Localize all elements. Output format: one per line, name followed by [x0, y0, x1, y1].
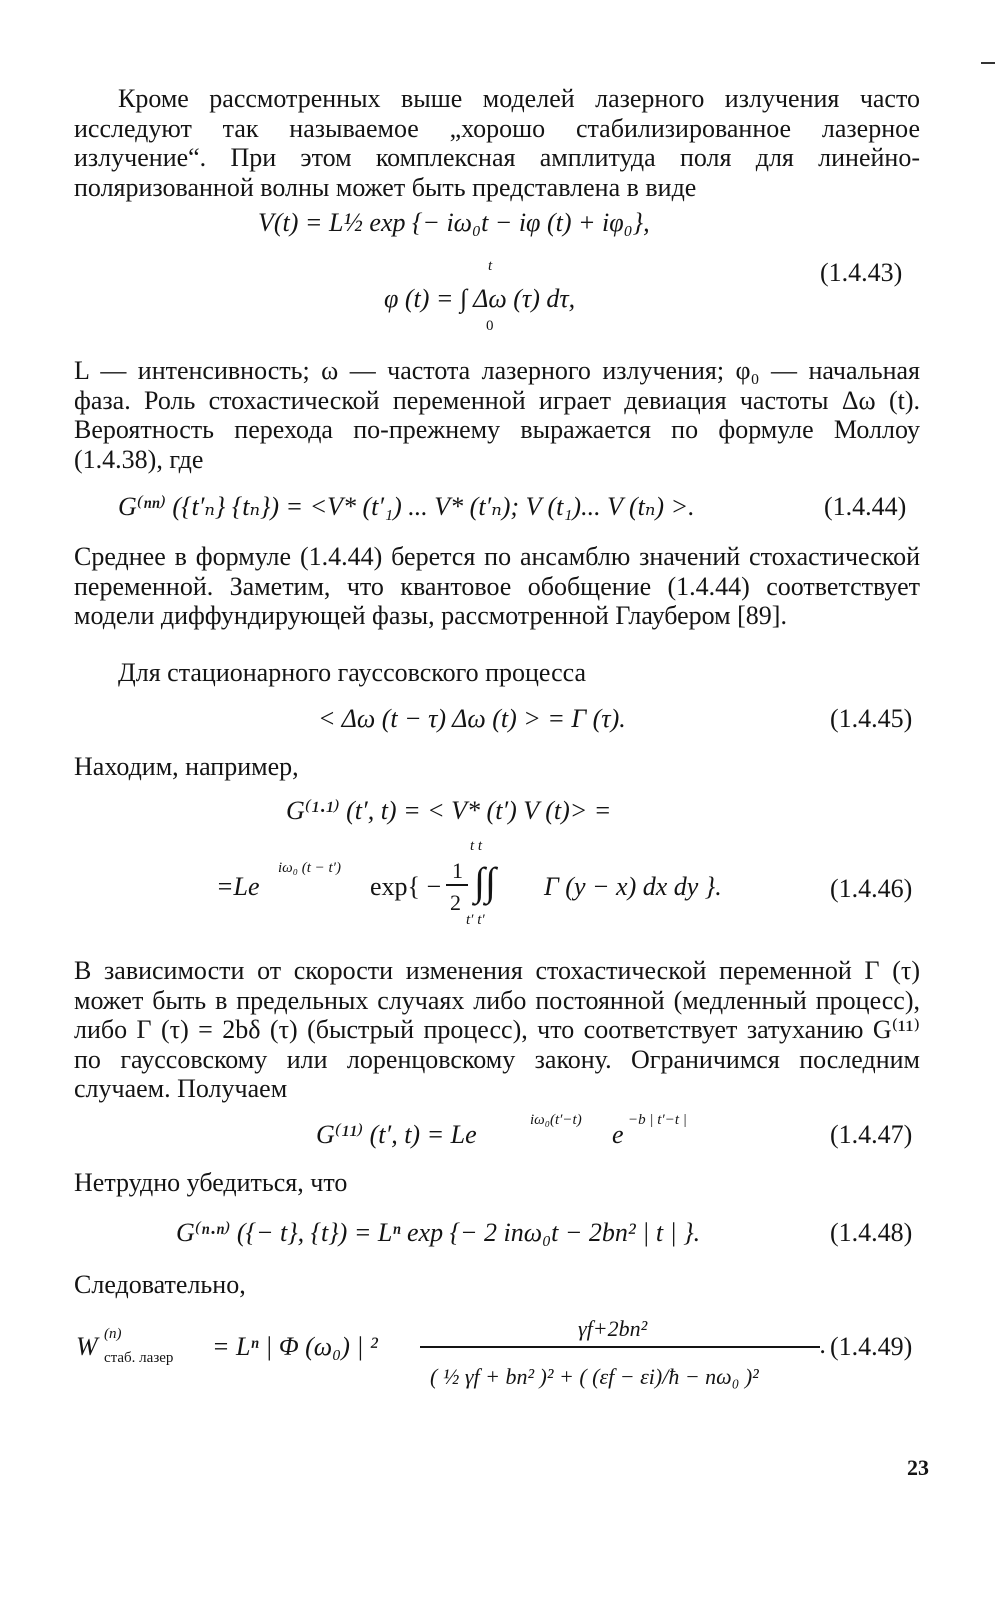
- equation-1-4-46-exp: exp{ −: [370, 872, 442, 901]
- equation-1-4-49-lhs: W: [76, 1332, 98, 1361]
- equation-1-4-46-integrand: Γ (y − x) dx dy }.: [544, 872, 722, 901]
- edge-mark: [981, 62, 995, 64]
- paragraph-find: Находим, например,: [74, 752, 299, 781]
- equation-1-4-48: G⁽ⁿ·ⁿ⁾ ({− t}, {t}) = Lⁿ exp {− 2 inω₀t − 2bn² | t | }.: [176, 1218, 701, 1247]
- fraction-numerator: 1: [452, 858, 463, 883]
- paragraph-intensity: L — интенсивность; ω — частота лазерного излучения; φ₀ — начальная фаза. Роль стохастической переменной играет девиация частоты Δω (t). Вероятность перехода по-прежнему выражается по формуле Моллоу (1.4.38), где: [74, 356, 920, 474]
- paragraph-intro: Кроме рассмотренных выше моделей лазерного излучения часто исследуют так называемое „хорошо стабилизированное лазерное излучение“. При этом комплексная амплитуда поля для линейно-поляризованной волны может быть представлена в виде: [74, 84, 920, 202]
- equation-1-4-44: G⁽ⁿⁿ⁾ ({t′ₙ} {tₙ}) = <V* (t′₁) ... V* (t′ₙ); V (t₁)... V (tₙ) >.: [118, 492, 695, 521]
- double-integral-upper-limits: t t: [470, 838, 483, 854]
- equation-number-1-4-48: (1.4.48): [830, 1218, 913, 1247]
- equation-1-4-49-lhs-sup: (n): [104, 1326, 122, 1342]
- equation-number-1-4-44: (1.4.44): [824, 492, 907, 521]
- paragraph-stationary: Для стационарного гауссовского процесса: [118, 658, 587, 687]
- equation-1-4-49-numerator: γf+2bn²: [578, 1316, 648, 1341]
- paragraph-easy: Нетрудно убедиться, что: [74, 1168, 348, 1197]
- equation-1-4-47-exponent-2: −b | t′−t |: [628, 1112, 687, 1128]
- equation-number-1-4-49: (1.4.49): [830, 1332, 913, 1361]
- paragraph-dependence: В зависимости от скорости изменения стохастической переменной Γ (τ) может быть в предельных случаях либо постоянной (медленный процесс), либо Γ (τ) = 2bδ (τ) (быстрый процесс), что соответствует затуханию G⁽¹¹⁾ по гауссовскому или лоренцовскому закону. Ограничимся последним случаем. Получаем: [74, 956, 920, 1103]
- page-number: 23: [907, 1455, 929, 1480]
- equation-1-4-47-exponent: iω₀(t′−t): [530, 1112, 582, 1128]
- double-integral-lower-limits: t′ t′: [466, 912, 485, 928]
- equation-1-4-46-prefix: =Le: [216, 872, 260, 901]
- equation-1-4-43-a: V(t) = L½ exp {− iω₀t − iφ (t) + iφ₀},: [258, 208, 650, 237]
- equation-1-4-46-exponent: iω₀ (t − t′): [278, 860, 341, 876]
- equation-1-4-49-lhs-sub: стаб. лазер: [104, 1350, 174, 1366]
- fraction-denominator: 2: [450, 890, 461, 915]
- equation-1-4-43-b: φ (t) = ∫ Δω (τ) dτ,: [384, 284, 576, 313]
- equation-number-1-4-45: (1.4.45): [830, 704, 913, 733]
- equation-1-4-49-denominator: ( ½ γf + bn² )² + ( (εf − εi)/ħ − nω₀ )²: [430, 1364, 759, 1389]
- equation-1-4-45: < Δω (t − τ) Δω (t) > = Γ (τ).: [318, 704, 626, 733]
- integral-lower-limit: 0: [486, 318, 494, 334]
- fraction-bar: [446, 884, 468, 886]
- equation-1-4-49-mid: = Lⁿ | Φ (ω₀) | ²: [212, 1332, 378, 1361]
- equation-1-4-49-period: .: [820, 1330, 827, 1359]
- equation-number-1-4-47: (1.4.47): [830, 1120, 913, 1149]
- equation-1-4-49-fraction-bar: [420, 1346, 820, 1348]
- equation-1-4-47: G⁽¹¹⁾ (t′, t) = Le: [316, 1120, 477, 1149]
- integral-upper-limit: t: [488, 258, 493, 274]
- integral-sign: ∫∫: [474, 859, 496, 904]
- equation-1-4-46-a: G⁽¹·¹⁾ (t′, t) = < V* (t′) V (t)> =: [286, 796, 612, 825]
- equation-1-4-47-e: e: [612, 1120, 624, 1149]
- equation-number-1-4-46: (1.4.46): [830, 874, 913, 903]
- equation-number-1-4-43: (1.4.43): [820, 258, 903, 287]
- paragraph-average: Среднее в формуле (1.4.44) берется по ансамблю значений стохастической переменной. Заметим, что квантовое обобщение (1.4.44) соответствует модели диффундирующей фазы, рассмотренной Глаубером [89].: [74, 542, 920, 630]
- paragraph-therefore: Следовательно,: [74, 1270, 246, 1299]
